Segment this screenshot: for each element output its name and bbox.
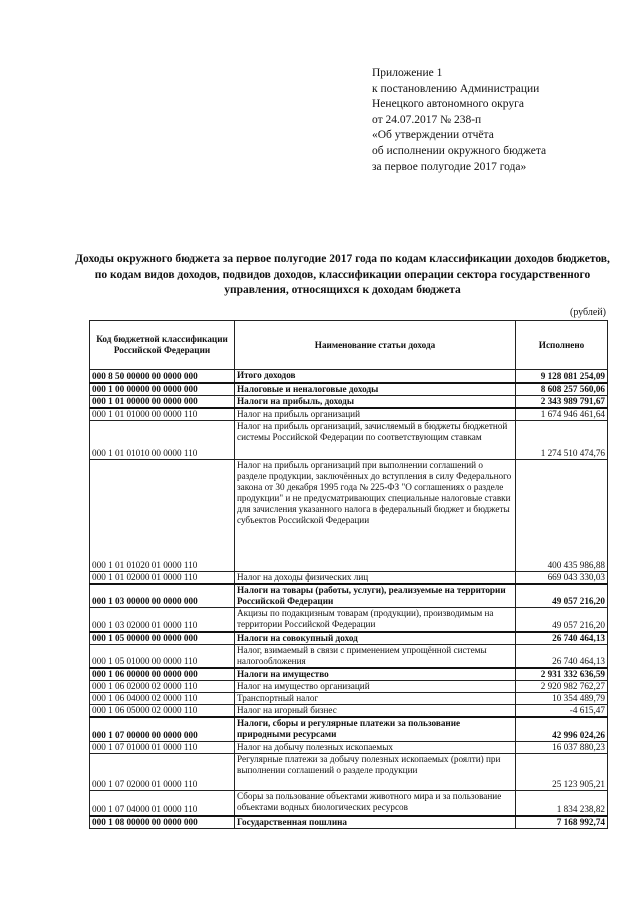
units-label: (рублей) — [569, 307, 606, 318]
revenue-table — [89, 320, 608, 829]
cell-name: Налог, взимаемый в связи с применением упрощённой системы налогообложения — [235, 644, 516, 668]
cell-code: 000 1 05 00000 00 0000 000 — [90, 632, 235, 645]
cell-amount: 400 435 986,88 — [516, 459, 608, 571]
cell-amount: 26 740 464,13 — [516, 644, 608, 668]
appendix-line: за первое полугодие 2017 года» — [372, 160, 527, 173]
table-row — [90, 668, 608, 681]
cell-code: 000 1 05 01000 00 0000 110 — [90, 644, 235, 668]
appendix-line: «Об утверждении отчёта — [372, 129, 494, 142]
cell-code: 000 1 08 00000 00 0000 000 — [90, 816, 235, 829]
appendix-line: Приложение 1 — [372, 67, 443, 79]
table-body — [90, 370, 608, 829]
cell-code: 000 1 01 01010 00 0000 110 — [90, 420, 235, 459]
cell-code: 000 1 01 02000 01 0000 110 — [90, 571, 235, 584]
appendix-line: к постановлению Администрации — [372, 82, 540, 95]
cell-name: Транспортный налог — [235, 693, 516, 705]
table-row — [90, 395, 608, 408]
cell-code: 000 1 06 00000 00 0000 000 — [90, 668, 235, 681]
table-row — [90, 753, 608, 790]
cell-code: 000 1 03 02000 01 0000 110 — [90, 608, 235, 632]
cell-name: Налог на прибыль организаций, зачисляемый в бюджеты бюджетной системы Российской Федерации по соответствующим ставкам — [235, 420, 516, 459]
header-name: Наименование статьи дохода — [235, 321, 516, 370]
table-row — [90, 705, 608, 718]
cell-code: 000 1 06 04000 02 0000 110 — [90, 693, 235, 705]
table-row — [90, 816, 608, 829]
cell-name: Государственная пошлина — [235, 816, 516, 829]
cell-name: Налог на доходы физических лиц — [235, 571, 516, 584]
cell-code: 000 1 07 04000 01 0000 110 — [90, 790, 235, 816]
cell-amount: 1 674 946 461,64 — [516, 408, 608, 421]
appendix-line: об исполнении окружного бюджета — [372, 144, 547, 157]
cell-code: 000 1 00 00000 00 0000 000 — [90, 383, 235, 396]
cell-name: Налог на добычу полезных ископаемых — [235, 741, 516, 753]
cell-code: 000 1 03 00000 00 0000 000 — [90, 584, 235, 608]
table-row — [90, 632, 608, 645]
cell-code: 000 8 50 00000 00 0000 000 — [90, 370, 235, 383]
table-row — [90, 459, 608, 571]
cell-code: 000 1 06 02000 02 0000 110 — [90, 681, 235, 693]
header-amount: Исполнено — [516, 321, 608, 370]
table-row — [90, 408, 608, 421]
cell-name: Итого доходов — [235, 370, 516, 383]
header-code: Код бюджетной классификации Российской Федерации — [90, 321, 235, 370]
cell-amount: 16 037 880,23 — [516, 741, 608, 753]
cell-amount: 49 057 216,20 — [516, 608, 608, 632]
cell-code: 000 1 01 01000 00 0000 110 — [90, 408, 235, 421]
cell-name: Сборы за пользование объектами животного мира и за пользование объектами водных биологических ресурсов — [235, 790, 516, 816]
cell-amount: 669 043 330,03 — [516, 571, 608, 584]
cell-amount: 2 931 332 636,59 — [516, 668, 608, 681]
cell-name: Регулярные платежи за добычу полезных ископаемых (роялти) при выполнении соглашений о разделе продукции — [235, 753, 516, 790]
cell-name: Налог на прибыль организаций при выполнении соглашений о разделе продукции, заключённых до вступления в силу Федерального закона от 30 декабря 1995 года № 225-ФЗ "О соглашениях о разделе продукции" и не предусматривающих специальные налоговые ставки для зачисления указанного налога в федеральный бюджет и бюджеты субъектов Российской Федерации — [235, 459, 516, 571]
table-row — [90, 790, 608, 816]
cell-name: Налоги на совокупный доход — [235, 632, 516, 645]
cell-name: Налоги, сборы и регулярные платежи за пользование природными ресурсами — [235, 717, 516, 741]
table-row — [90, 584, 608, 608]
cell-amount: 2 343 989 791,67 — [516, 395, 608, 408]
cell-code: 000 1 07 02000 01 0000 110 — [90, 753, 235, 790]
table-row — [90, 383, 608, 396]
cell-name: Налоговые и неналоговые доходы — [235, 383, 516, 396]
cell-amount: 1 274 510 474,76 — [516, 420, 608, 459]
table-row — [90, 741, 608, 753]
table-row — [90, 571, 608, 584]
cell-name: Акцизы по подакцизным товарам (продукции), производимым на территории Российской Федерации — [235, 608, 516, 632]
table-row — [90, 420, 608, 459]
cell-amount: 42 996 024,26 — [516, 717, 608, 741]
cell-code: 000 1 01 01020 01 0000 110 — [90, 459, 235, 571]
cell-code: 000 1 07 01000 01 0000 110 — [90, 741, 235, 753]
appendix-line: от 24.07.2017 № 238-п — [372, 113, 482, 126]
cell-name: Налог на прибыль организаций — [235, 408, 516, 421]
table-row — [90, 717, 608, 741]
cell-amount: 1 834 238,82 — [516, 790, 608, 816]
cell-amount: 7 168 992,74 — [516, 816, 608, 829]
cell-name: Налог на игорный бизнес — [235, 705, 516, 718]
document-title: Доходы окружного бюджета за первое полугодие 2017 года по кодам классификации доходов бюджетов, по кодам видов доходов, подвидов доходов, классификации операции сектора государственного управления, относящихся к доходам бюджета — [75, 253, 610, 296]
appendix-block — [372, 66, 632, 175]
cell-amount: 25 123 905,21 — [516, 753, 608, 790]
cell-amount: -4 615,47 — [516, 705, 608, 718]
cell-name: Налоги на имущество — [235, 668, 516, 681]
cell-code: 000 1 07 00000 00 0000 000 — [90, 717, 235, 741]
table-row — [90, 693, 608, 705]
cell-amount: 26 740 464,13 — [516, 632, 608, 645]
table-row — [90, 608, 608, 632]
cell-code: 000 1 06 05000 02 0000 110 — [90, 705, 235, 718]
cell-amount: 9 128 081 254,09 — [516, 370, 608, 383]
table-row — [90, 681, 608, 693]
cell-amount: 10 354 489,79 — [516, 693, 608, 705]
table-row — [90, 644, 608, 668]
cell-name: Налог на имущество организаций — [235, 681, 516, 693]
cell-name: Налоги на прибыль, доходы — [235, 395, 516, 408]
cell-amount: 2 920 982 762,27 — [516, 681, 608, 693]
table-row — [90, 370, 608, 383]
appendix-line: Ненецкого автономного округа — [372, 98, 524, 111]
cell-amount: 8 608 257 560,06 — [516, 383, 608, 396]
cell-name: Налоги на товары (работы, услуги), реализуемые на территории Российской Федерации — [235, 584, 516, 608]
cell-code: 000 1 01 00000 00 0000 000 — [90, 395, 235, 408]
cell-amount: 49 057 216,20 — [516, 584, 608, 608]
